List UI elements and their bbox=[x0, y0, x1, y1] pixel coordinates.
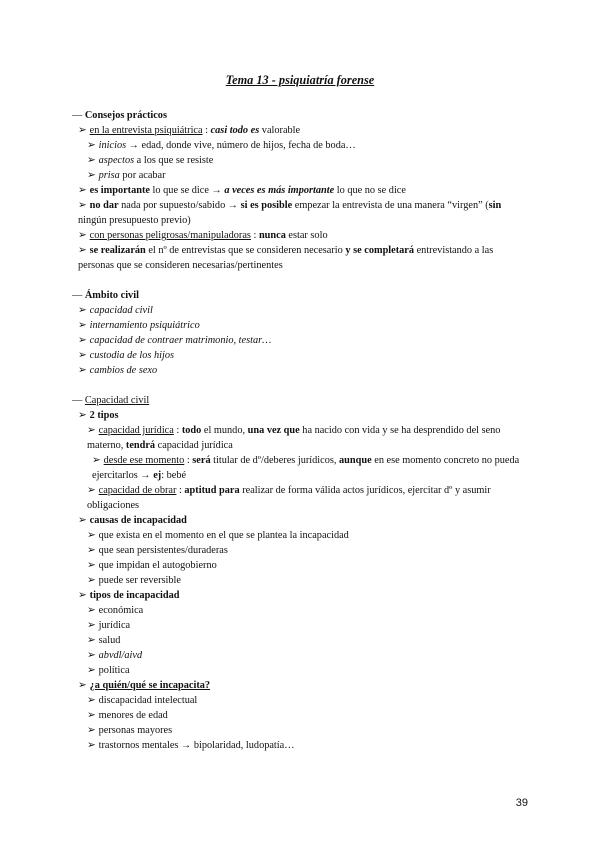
arrow-bullet-icon: ➢ bbox=[87, 665, 96, 676]
list-item: ➢ puede ser reversible bbox=[87, 575, 181, 586]
arrow-bullet-icon: ➢ bbox=[78, 125, 87, 136]
arrow-bullet-icon: ➢ bbox=[87, 170, 96, 181]
arrow-bullet-icon: ➢ bbox=[78, 680, 87, 691]
list-item: ➢ abvdl/aivd bbox=[87, 650, 143, 661]
arrow-bullet-icon: ➢ bbox=[87, 695, 96, 706]
arrow-bullet-icon: ➢ bbox=[87, 140, 96, 151]
arrow-bullet-icon: ➢ bbox=[87, 575, 96, 586]
arrow-bullet-icon: ➢ bbox=[87, 155, 96, 166]
list-item: ➢ que sean persistentes/duraderas bbox=[87, 545, 228, 556]
arrow-bullet-icon: ➢ bbox=[78, 515, 87, 526]
arrow-bullet-icon: ➢ bbox=[87, 635, 96, 646]
arrow-bullet-icon: ➢ bbox=[87, 530, 96, 541]
arrow-bullet-icon: ➢ bbox=[87, 725, 96, 736]
section-heading-ambito: — Ámbito civil bbox=[72, 290, 139, 301]
list-item: ➢ no dar nada por supuesto/sabido → si es posible empezar la entrevista de una manera “virgen” (sin ningún presupuesto previo) bbox=[78, 200, 502, 226]
list-item: ➢ trastornos mentales → bipolaridad, ludopatía… bbox=[87, 740, 295, 751]
list-item: ➢ inicios → edad, donde vive, número de hijos, fecha de boda… bbox=[87, 140, 356, 151]
arrow-bullet-icon: ➢ bbox=[78, 320, 87, 331]
list-item: ➢ jurídica bbox=[87, 620, 131, 631]
list-item: ➢ capacidad jurídica : todo el mundo, una vez que ha nacido con vida y se ha desprendido del seno materno, tendrá capacidad jurídica bbox=[87, 425, 501, 451]
list-item: ➢ internamiento psiquiátrico bbox=[78, 320, 200, 331]
arrow-bullet-icon: ➢ bbox=[87, 605, 96, 616]
list-item: ➢ se realizarán el nº de entrevistas que se consideren necesario y se completará entrevistando a las personas que se consideren necesarias/pertinentes bbox=[78, 245, 494, 271]
list-item: ➢ custodia de los hijos bbox=[78, 350, 175, 361]
list-item: ➢ capacidad civil bbox=[78, 305, 153, 316]
list-item: ➢ 2 tipos bbox=[78, 410, 119, 421]
list-item: ➢ salud bbox=[87, 635, 121, 646]
arrow-bullet-icon: ➢ bbox=[87, 620, 96, 631]
document-body bbox=[72, 108, 530, 753]
list-item: ➢ económica bbox=[87, 605, 144, 616]
section-heading-consejos: — Consejos prácticos bbox=[72, 110, 167, 121]
list-item: ➢ personas mayores bbox=[87, 725, 173, 736]
list-item: ➢ en la entrevista psiquiátrica : casi todo es valorable bbox=[78, 125, 301, 136]
list-item: ➢ aspectos a los que se resiste bbox=[87, 155, 214, 166]
arrow-bullet-icon: ➢ bbox=[87, 560, 96, 571]
list-item: ➢ que impidan el autogobierno bbox=[87, 560, 217, 571]
page-number: 39 bbox=[515, 797, 528, 809]
list-item: ➢ ¿a quién/qué se incapacita? bbox=[78, 680, 211, 691]
arrow-bullet-icon: ➢ bbox=[87, 740, 96, 751]
list-item: ➢ causas de incapacidad bbox=[78, 515, 187, 526]
list-item: ➢ discapacidad intelectual bbox=[87, 695, 198, 706]
list-item: ➢ capacidad de obrar : aptitud para realizar de forma válida actos jurídicos, ejercitar dº y asumir obligaciones bbox=[87, 485, 491, 511]
arrow-bullet-icon: ➢ bbox=[78, 335, 87, 346]
arrow-bullet-icon: ➢ bbox=[78, 230, 87, 241]
list-item: ➢ prisa por acabar bbox=[87, 170, 166, 181]
list-item: ➢ menores de edad bbox=[87, 710, 168, 721]
arrow-bullet-icon: ➢ bbox=[87, 710, 96, 721]
arrow-bullet-icon: ➢ bbox=[87, 485, 96, 496]
arrow-bullet-icon: ➢ bbox=[78, 245, 87, 256]
document-title: Tema 13 - psiquiatría forense bbox=[225, 73, 375, 87]
arrow-bullet-icon: ➢ bbox=[87, 425, 96, 436]
list-item: ➢ con personas peligrosas/manipuladoras : nunca estar solo bbox=[78, 230, 328, 241]
list-item: ➢ cambios de sexo bbox=[78, 365, 158, 376]
arrow-bullet-icon: ➢ bbox=[78, 185, 87, 196]
list-item: ➢ que exista en el momento en el que se plantea la incapacidad bbox=[87, 530, 349, 541]
arrow-bullet-icon: ➢ bbox=[78, 410, 87, 421]
arrow-bullet-icon: ➢ bbox=[87, 545, 96, 556]
arrow-bullet-icon: ➢ bbox=[78, 590, 87, 601]
arrow-bullet-icon: ➢ bbox=[78, 350, 87, 361]
list-item: ➢ política bbox=[87, 665, 130, 676]
arrow-bullet-icon: ➢ bbox=[87, 650, 96, 661]
list-item: ➢ desde ese momento : será titular de dº/deberes jurídicos, aunque en ese momento concreto no pueda ejercitarlos → ej: bebé bbox=[92, 455, 520, 481]
list-item: ➢ tipos de incapacidad bbox=[78, 590, 180, 601]
arrow-bullet-icon: ➢ bbox=[78, 365, 87, 376]
arrow-bullet-icon: ➢ bbox=[78, 200, 87, 211]
section-heading-capacidad: — Capacidad civil bbox=[72, 395, 150, 406]
arrow-bullet-icon: ➢ bbox=[78, 305, 87, 316]
arrow-bullet-icon: ➢ bbox=[92, 455, 101, 466]
list-item: ➢ es importante lo que se dice → a veces es más importante lo que no se dice bbox=[78, 185, 406, 196]
list-item: ➢ capacidad de contraer matrimonio, testar… bbox=[78, 335, 272, 346]
